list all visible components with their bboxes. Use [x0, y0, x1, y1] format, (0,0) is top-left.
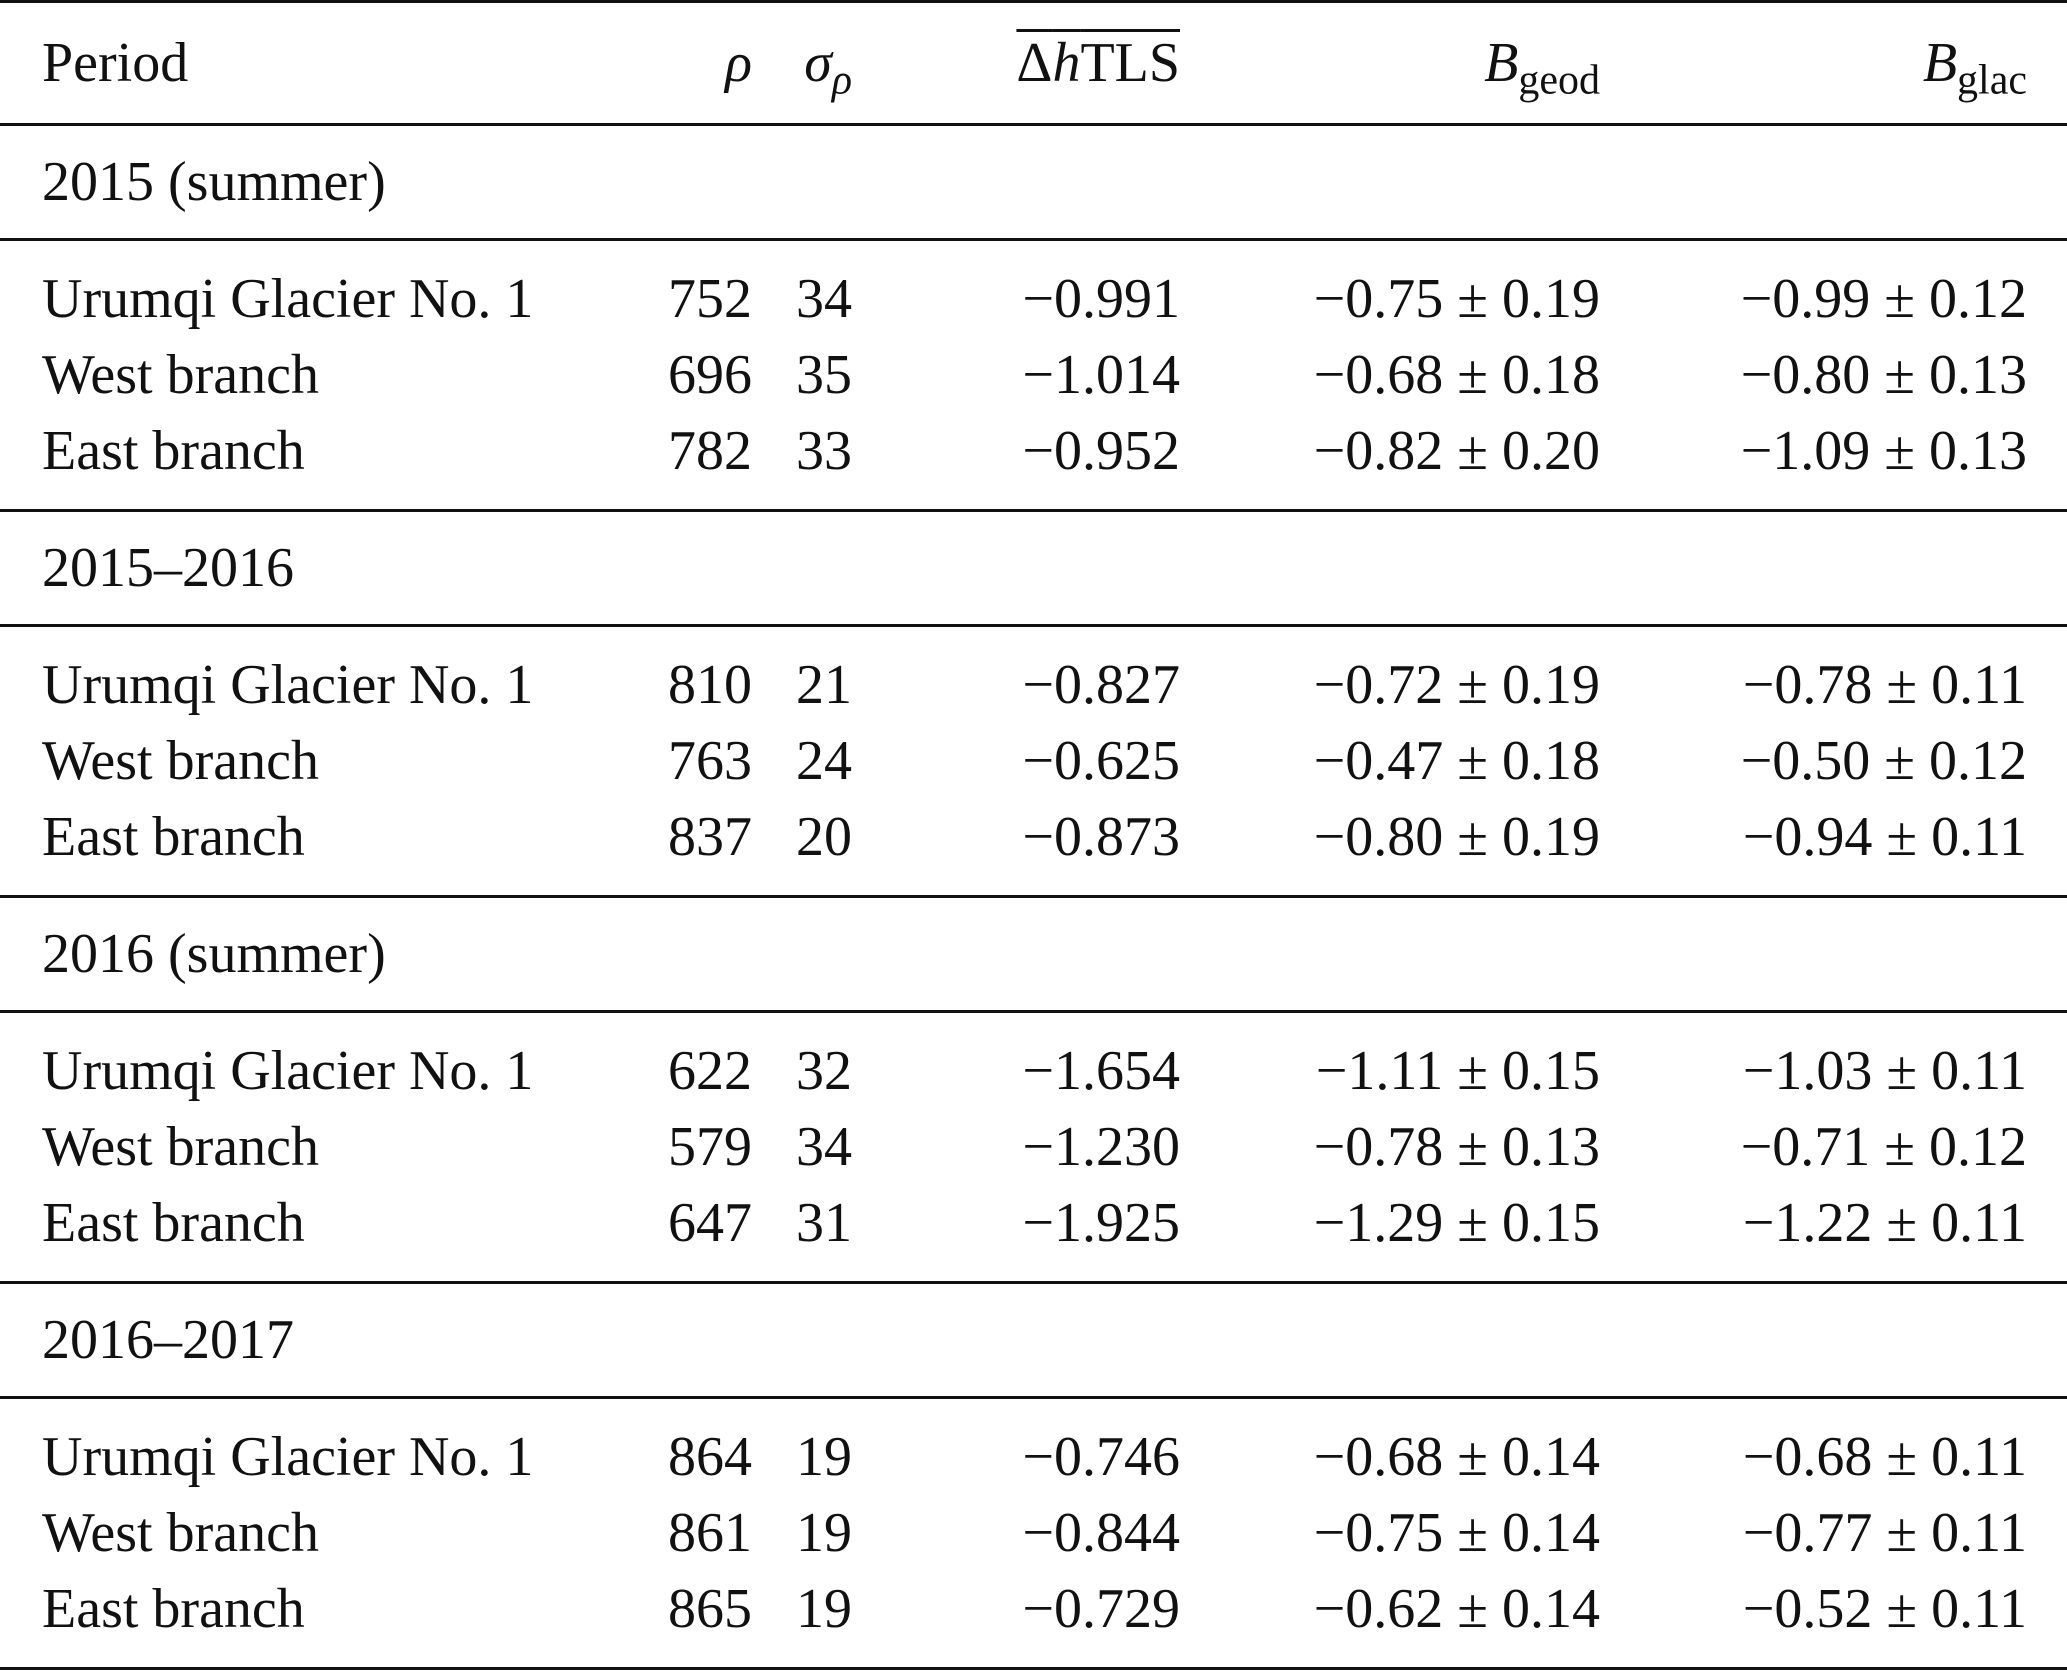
period-row — [0, 1283, 2067, 1398]
table-row — [0, 413, 2067, 511]
cell-bglac: −0.50 ± 0.12 — [1740, 730, 2027, 792]
cell-rho: 647 — [640, 1185, 760, 1283]
cell-dh: −0.729 — [910, 1571, 1200, 1669]
period-row — [0, 511, 2067, 626]
header-dh-tls-overlined — [1016, 32, 1180, 94]
cell-bgeod: −1.11 ± 0.15 — [1315, 1040, 1600, 1102]
header-bgeod-symbol: B — [1484, 32, 1519, 94]
cell-dh: −1.014 — [1022, 344, 1180, 406]
cell-rho: 861 — [668, 1502, 752, 1564]
cell-sigma: 19 — [796, 1502, 852, 1564]
period-row — [0, 125, 2067, 240]
cell-bgeod: −0.62 ± 0.14 — [1200, 1571, 1620, 1669]
cell-bgeod: −0.72 ± 0.19 — [1313, 654, 1600, 716]
cell-bgeod: −0.68 ± 0.14 — [1313, 1426, 1600, 1488]
cell-name: East branch — [0, 413, 640, 511]
cell-sigma: 32 — [796, 1040, 852, 1102]
cell-bglac: −0.52 ± 0.11 — [1620, 1571, 2067, 1669]
period-row — [0, 897, 2067, 1012]
cell-name: West branch — [42, 344, 319, 406]
cell-bglac: −0.94 ± 0.11 — [1620, 799, 2067, 897]
cell-sigma: 20 — [760, 799, 910, 897]
cell-dh: −0.746 — [1022, 1426, 1180, 1488]
period-label: 2016 (summer) — [0, 897, 2067, 1012]
cell-dh: −1.230 — [1022, 1116, 1180, 1178]
cell-name: East branch — [0, 1571, 640, 1669]
cell-bgeod: −0.75 ± 0.14 — [1313, 1502, 1600, 1564]
cell-name: Urumqi Glacier No. 1 — [42, 1040, 534, 1102]
header-bglac — [1620, 2, 2067, 125]
cell-sigma: 31 — [760, 1185, 910, 1283]
period-label: 2015–2016 — [0, 511, 2067, 626]
table-header — [0, 2, 2067, 125]
cell-dh: −1.925 — [910, 1185, 1200, 1283]
cell-rho: 696 — [668, 344, 752, 406]
cell-bglac: −0.99 ± 0.12 — [1740, 268, 2027, 330]
period-label: 2016–2017 — [0, 1283, 2067, 1398]
header-dh-tls-text: TLS — [1080, 32, 1180, 94]
cell-bglac: −1.22 ± 0.11 — [1620, 1185, 2067, 1283]
cell-rho: 579 — [668, 1116, 752, 1178]
cell-dh: −0.991 — [1022, 268, 1180, 330]
cell-bgeod: −0.78 ± 0.13 — [1313, 1116, 1600, 1178]
period-label: 2015 (summer) — [0, 125, 2067, 240]
cell-bgeod: −0.75 ± 0.19 — [1313, 268, 1600, 330]
header-period-label: Period — [42, 32, 189, 94]
cell-name: West branch — [42, 1116, 319, 1178]
header-sigma-symbol: σ — [804, 32, 832, 94]
table-row — [0, 1398, 2067, 1496]
cell-rho: 837 — [640, 799, 760, 897]
cell-dh: −0.827 — [1022, 654, 1180, 716]
cell-dh: −1.654 — [1022, 1040, 1180, 1102]
cell-bgeod: −0.82 ± 0.20 — [1200, 413, 1620, 511]
cell-rho: 763 — [668, 730, 752, 792]
cell-bglac: −0.80 ± 0.13 — [1740, 344, 2027, 406]
cell-name: West branch — [42, 730, 319, 792]
cell-bglac: −0.77 ± 0.11 — [1742, 1502, 2027, 1564]
cell-name: Urumqi Glacier No. 1 — [42, 1426, 534, 1488]
cell-name: Urumqi Glacier No. 1 — [42, 268, 534, 330]
cell-sigma: 21 — [796, 654, 852, 716]
header-period — [0, 2, 640, 125]
cell-name: East branch — [0, 799, 640, 897]
header-bgeod-subscript: geod — [1518, 57, 1600, 104]
cell-name: West branch — [42, 1502, 319, 1564]
cell-dh: −0.625 — [1022, 730, 1180, 792]
cell-sigma: 33 — [760, 413, 910, 511]
table-row — [0, 723, 2067, 799]
cell-bglac: −0.71 ± 0.12 — [1740, 1116, 2027, 1178]
cell-sigma: 35 — [796, 344, 852, 406]
cell-bgeod: −0.68 ± 0.18 — [1313, 344, 1600, 406]
cell-sigma: 19 — [796, 1426, 852, 1488]
cell-bglac: −1.09 ± 0.13 — [1620, 413, 2067, 511]
table-row — [0, 240, 2067, 338]
cell-sigma: 34 — [796, 1116, 852, 1178]
header-row — [0, 2, 2067, 125]
cell-bgeod: −1.29 ± 0.15 — [1200, 1185, 1620, 1283]
cell-dh: −0.844 — [1022, 1502, 1180, 1564]
cell-rho: 782 — [640, 413, 760, 511]
cell-sigma: 19 — [760, 1571, 910, 1669]
table-body — [0, 125, 2067, 1669]
cell-dh: −0.873 — [910, 799, 1200, 897]
cell-rho: 752 — [668, 268, 752, 330]
cell-sigma: 34 — [796, 268, 852, 330]
header-dh-tls — [910, 2, 1200, 125]
table-row — [0, 337, 2067, 413]
header-dh-h: h — [1052, 32, 1081, 94]
cell-rho: 810 — [668, 654, 752, 716]
cell-rho: 622 — [668, 1040, 752, 1102]
table-row — [0, 1571, 2067, 1669]
header-rho-symbol: ρ — [725, 32, 752, 94]
cell-dh: −0.952 — [910, 413, 1200, 511]
header-bglac-subscript: glac — [1957, 57, 2027, 104]
cell-bglac: −0.78 ± 0.11 — [1742, 654, 2027, 716]
cell-bgeod: −0.80 ± 0.19 — [1200, 799, 1620, 897]
header-sigma — [760, 2, 910, 125]
cell-rho: 865 — [640, 1571, 760, 1669]
header-bglac-symbol: B — [1922, 32, 1958, 94]
table-row — [0, 799, 2067, 897]
table-row — [0, 626, 2067, 724]
header-bgeod — [1200, 2, 1620, 125]
header-rho — [640, 2, 760, 125]
table-row — [0, 1495, 2067, 1571]
cell-bgeod: −0.47 ± 0.18 — [1313, 730, 1600, 792]
header-dh-delta: Δ — [1016, 32, 1053, 94]
header-sigma-subscript: ρ — [831, 57, 852, 104]
table-row — [0, 1109, 2067, 1185]
table-row — [0, 1012, 2067, 1110]
table-row — [0, 1185, 2067, 1283]
cell-name: East branch — [0, 1185, 640, 1283]
cell-name: Urumqi Glacier No. 1 — [42, 654, 534, 716]
cell-rho: 864 — [668, 1426, 752, 1488]
cell-bglac: −1.03 ± 0.11 — [1742, 1040, 2027, 1102]
cell-bglac: −0.68 ± 0.11 — [1742, 1426, 2027, 1488]
cell-sigma: 24 — [796, 730, 852, 792]
